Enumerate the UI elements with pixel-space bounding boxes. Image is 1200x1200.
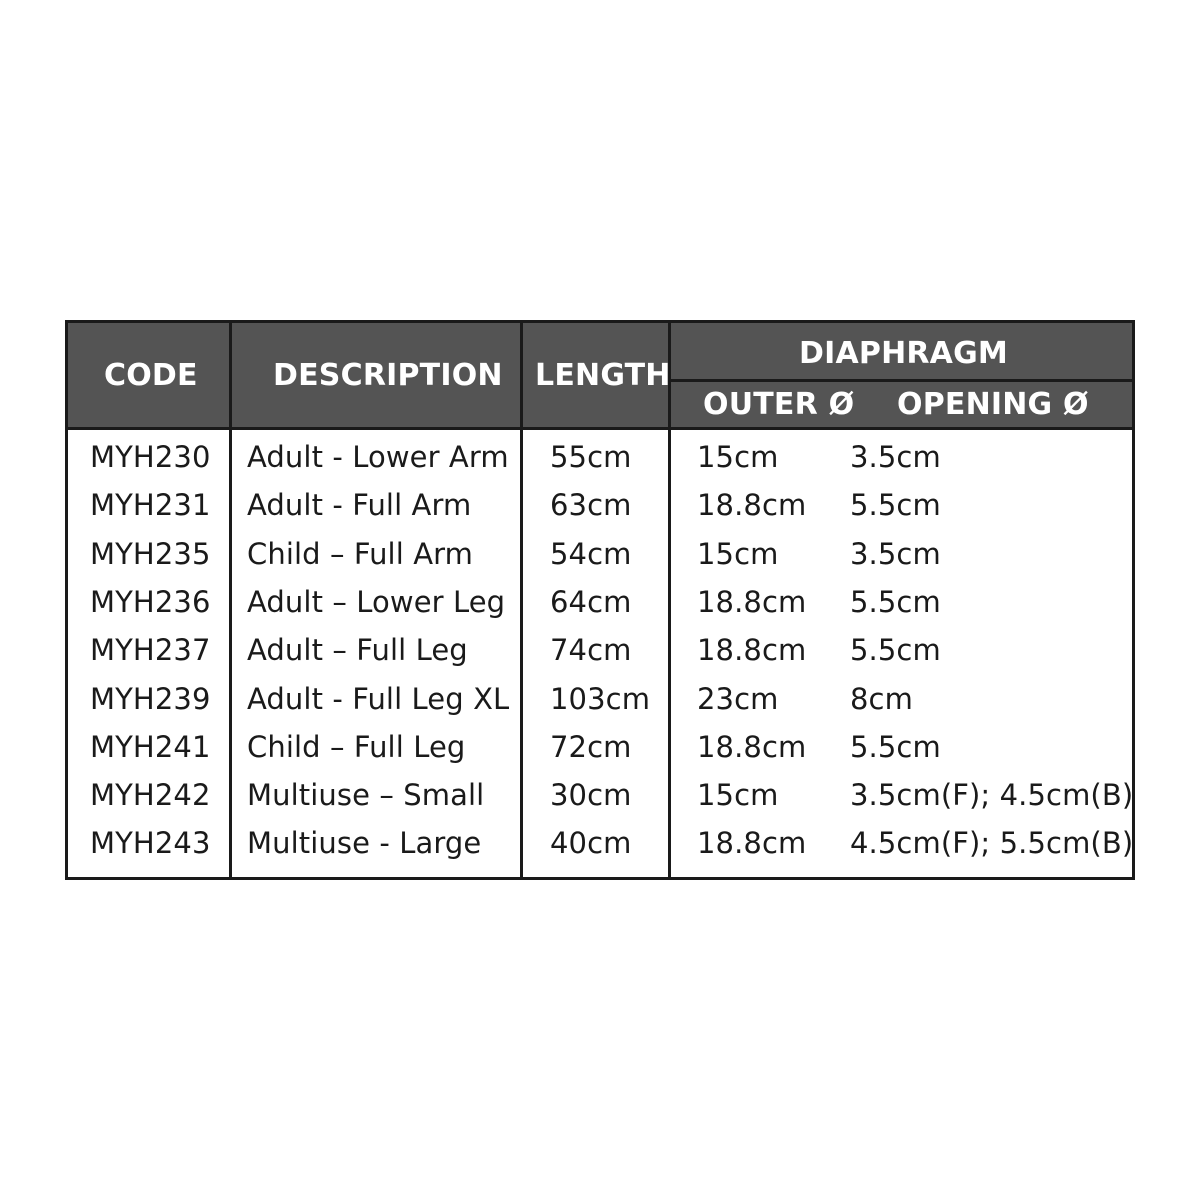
cell-opening-diameter: 5.5cm <box>850 729 941 764</box>
cell-length: 40cm <box>550 826 632 861</box>
cell-length: 103cm <box>550 681 651 716</box>
cell-opening-diameter: 5.5cm <box>850 633 941 668</box>
cell-outer-diameter: 18.8cm <box>697 584 807 619</box>
cell-length: 54cm <box>550 536 632 571</box>
header-length: LENGTH <box>535 358 671 393</box>
header-code: CODE <box>104 358 198 393</box>
cell-code: MYH243 <box>90 826 211 861</box>
column-divider-length <box>668 323 671 877</box>
cell-outer-diameter: 18.8cm <box>697 633 807 668</box>
cell-outer-diameter: 18.8cm <box>697 729 807 764</box>
cell-description: Child – Full Arm <box>247 536 473 571</box>
cell-outer-diameter: 15cm <box>697 440 779 474</box>
cell-opening-diameter: 3.5cm(F); 4.5cm(B) <box>850 778 1134 813</box>
cell-opening-diameter: 3.5cm <box>850 440 941 474</box>
diaphragm-subheader-divider <box>671 379 1132 382</box>
cell-outer-diameter: 15cm <box>697 536 779 571</box>
cell-description: Child – Full Leg <box>247 729 466 764</box>
header-description: DESCRIPTION <box>273 358 503 393</box>
cell-code: MYH241 <box>90 729 211 764</box>
header-diaphragm: DIAPHRAGM <box>799 336 1008 371</box>
cell-length: 72cm <box>550 729 632 764</box>
cell-outer-diameter: 18.8cm <box>697 826 807 861</box>
cell-outer-diameter: 23cm <box>697 681 779 716</box>
header-outer-diameter: OUTER Ø <box>703 387 855 422</box>
cell-description: Adult - Full Arm <box>247 488 472 523</box>
cell-code: MYH239 <box>90 681 211 716</box>
cell-outer-diameter: 15cm <box>697 778 779 813</box>
cell-length: 30cm <box>550 778 632 813</box>
cell-opening-diameter: 4.5cm(F); 5.5cm(B) <box>850 826 1134 861</box>
header-divider <box>68 427 1132 430</box>
column-divider-code <box>229 323 232 877</box>
cell-description: Multiuse - Large <box>247 826 482 861</box>
cell-description: Multiuse – Small <box>247 778 485 813</box>
column-divider-description <box>520 323 523 877</box>
cell-description: Adult – Full Leg <box>247 633 468 668</box>
cell-description: Adult – Lower Leg <box>247 584 506 619</box>
cell-code: MYH235 <box>90 536 211 571</box>
cell-code: MYH237 <box>90 633 211 668</box>
header-opening-diameter: OPENING Ø <box>897 387 1089 422</box>
cell-length: 55cm <box>550 440 632 474</box>
cell-length: 74cm <box>550 633 632 668</box>
spec-table <box>65 320 1135 880</box>
cell-length: 63cm <box>550 488 632 523</box>
cell-opening-diameter: 8cm <box>850 681 913 716</box>
cell-code: MYH242 <box>90 778 211 813</box>
cell-length: 64cm <box>550 584 632 619</box>
cell-opening-diameter: 5.5cm <box>850 584 941 619</box>
cell-opening-diameter: 3.5cm <box>850 536 941 571</box>
cell-code: MYH231 <box>90 488 211 523</box>
cell-code: MYH230 <box>90 440 211 474</box>
cell-description: Adult - Lower Arm <box>247 440 509 474</box>
cell-opening-diameter: 5.5cm <box>850 488 941 523</box>
cell-outer-diameter: 18.8cm <box>697 488 807 523</box>
cell-description: Adult - Full Leg XL <box>247 681 510 716</box>
cell-code: MYH236 <box>90 584 211 619</box>
